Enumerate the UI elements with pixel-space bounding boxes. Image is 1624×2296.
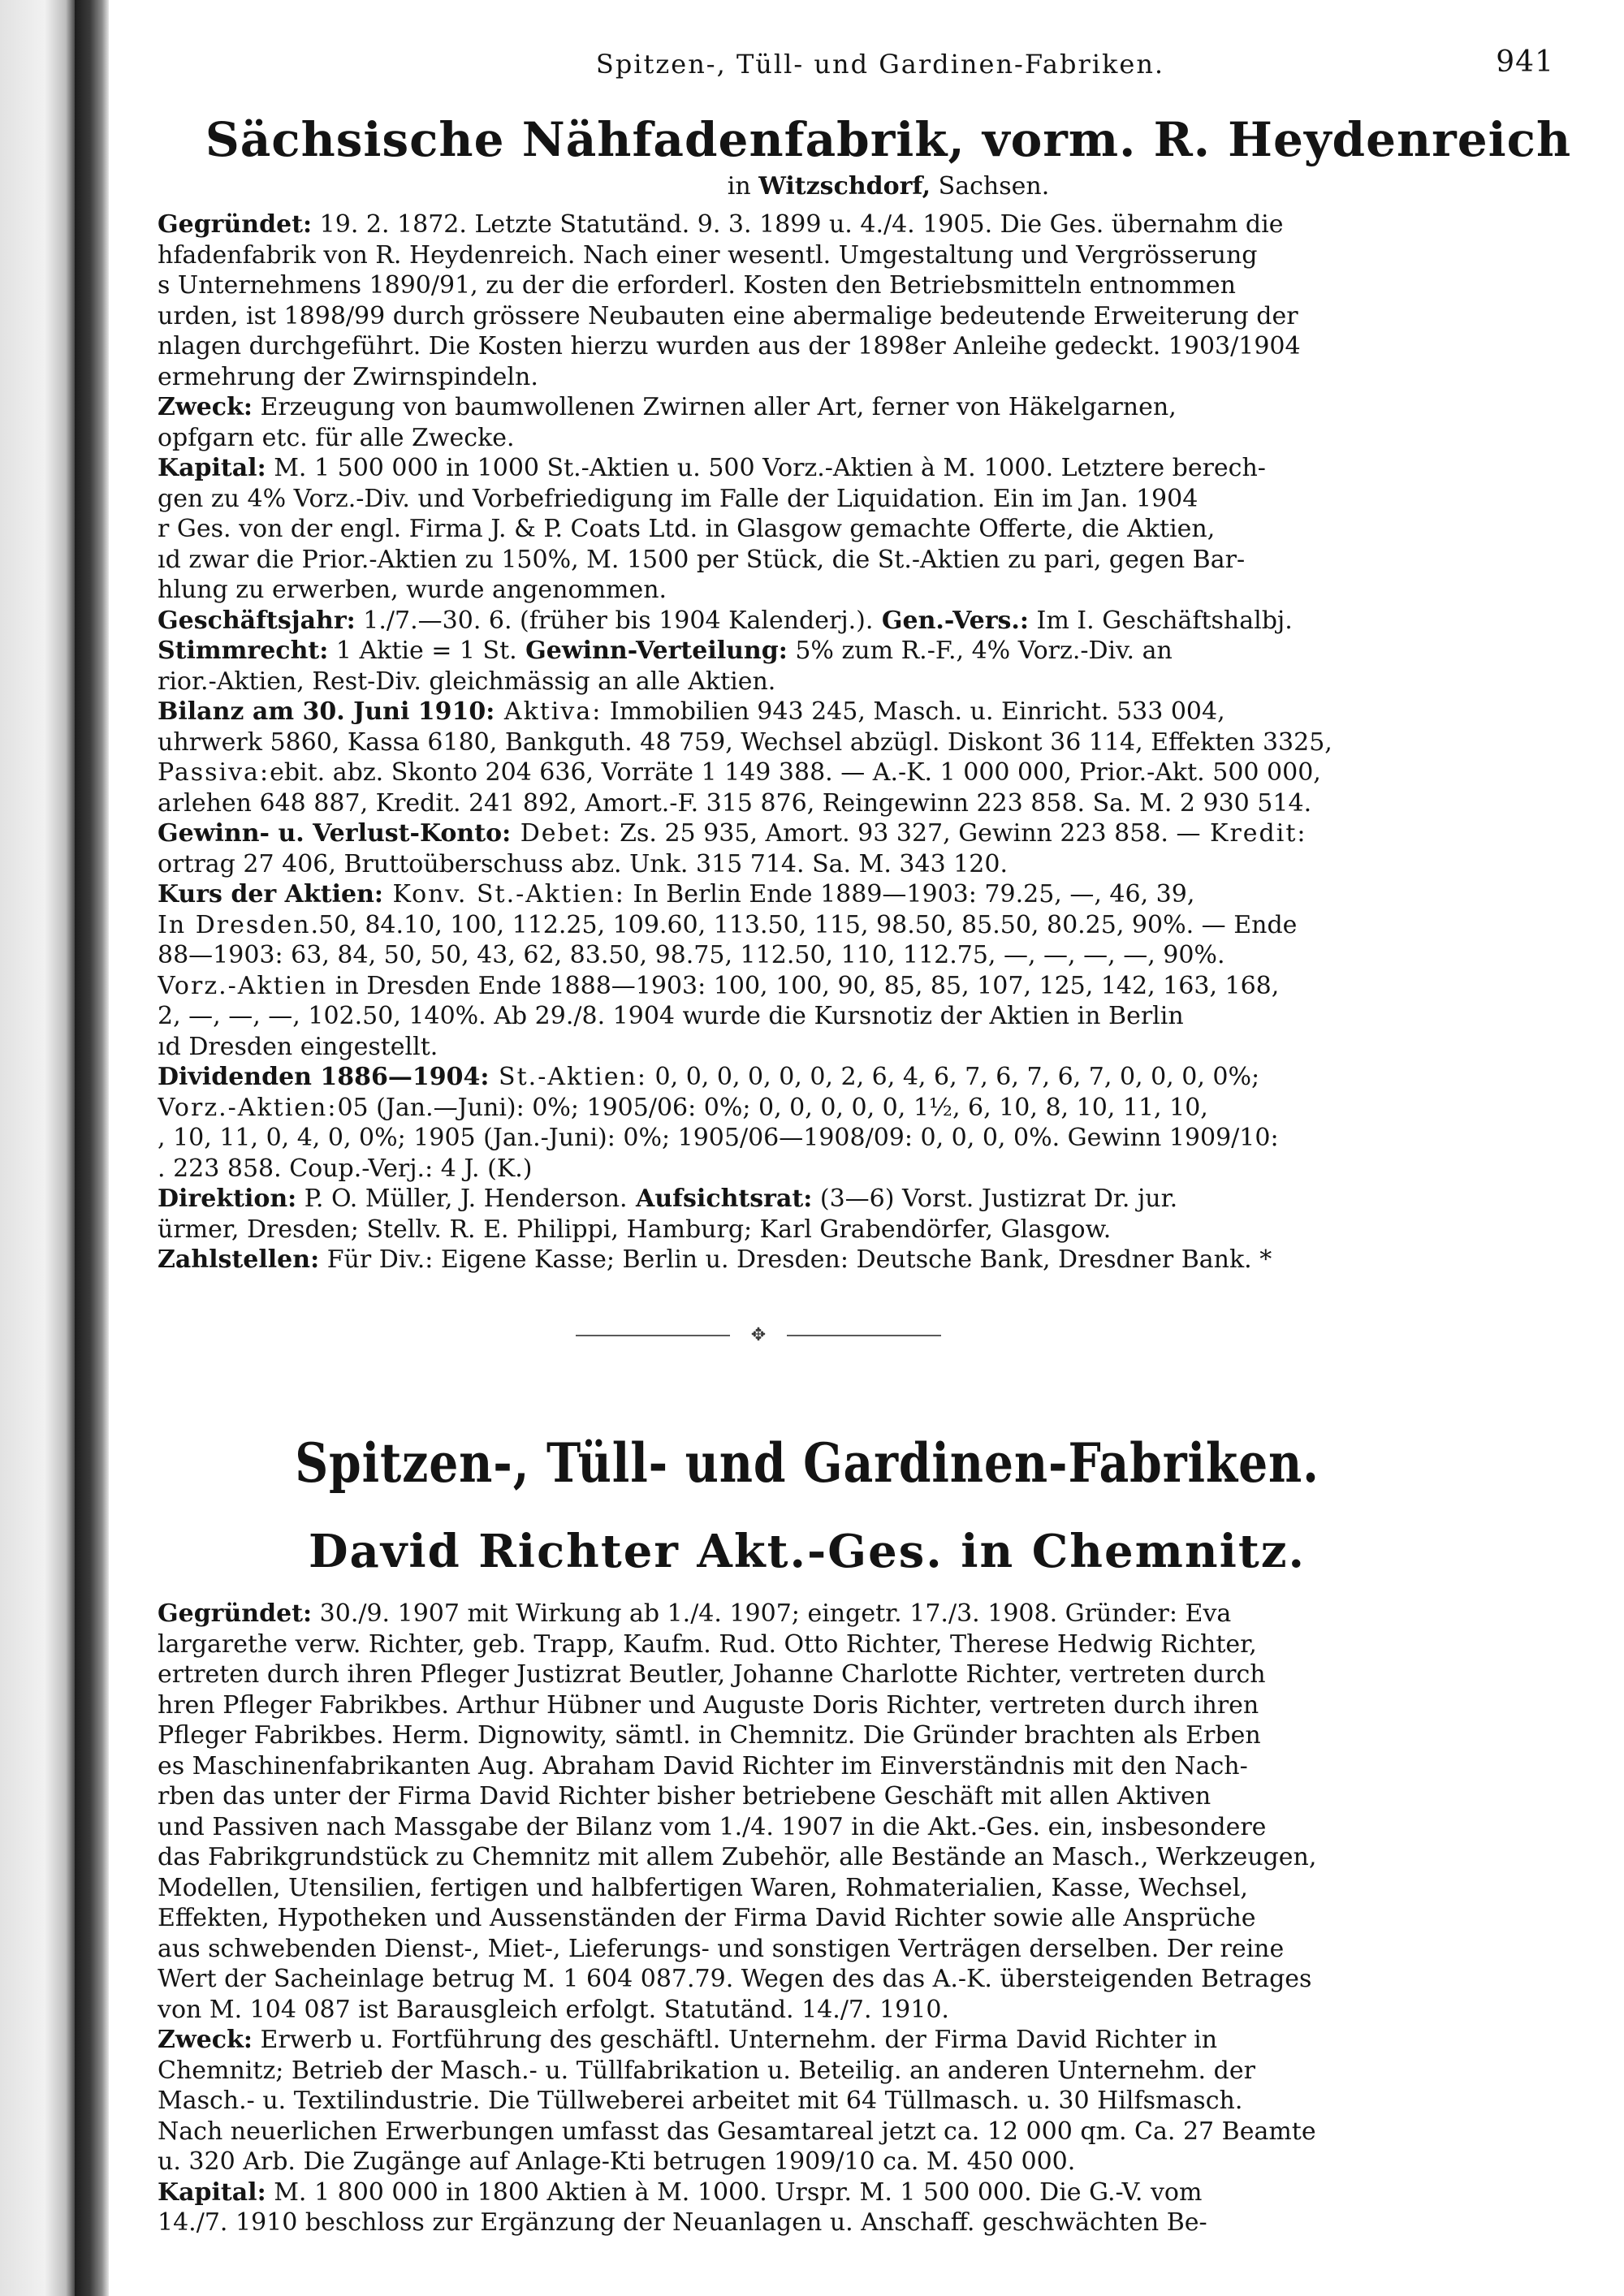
- line-text: P. O. Müller, J. Henderson.: [296, 1185, 628, 1213]
- text-line: [158, 2117, 1570, 2147]
- field-label: Kapital:: [158, 454, 266, 482]
- text-line: [158, 2056, 1570, 2087]
- text-line: [158, 757, 1570, 788]
- line-text: Ende: [1225, 910, 1298, 939]
- line-text: 0, 0, 0, 0, 0, 1½, 6, 10, 8, 10, 11, 10,: [750, 1093, 1208, 1122]
- text-line: [158, 667, 1570, 697]
- line-text: largarethe verw. Richter, geb. Trapp, Kaufm. Rud. Otto Richter, Therese Hedwig Richter,: [158, 1629, 1257, 1659]
- text-line: [158, 1873, 1570, 1904]
- text-line: [158, 1245, 1570, 1275]
- section-heading: Spitzen-, Tüll- und Gardinen-Fabriken.: [295, 1431, 1320, 1495]
- line-text: gen zu 4% Vorz.-Div. und Vorbefriedigung im Falle der Liquidation. Ein im Jan. 1904: [158, 484, 1199, 513]
- text-line: [158, 1751, 1570, 1782]
- field-label: Bilanz am 30. Juni 1910:: [158, 697, 495, 726]
- text-line: [158, 1964, 1570, 1995]
- text-line: [158, 1659, 1570, 1690]
- line-text: ermehrung der Zwirnspindeln.: [158, 362, 538, 391]
- line-text: 5% zum R.-F., 4% Vorz.-Div. an: [787, 637, 1173, 665]
- text-line: [158, 209, 1570, 240]
- text-line: [158, 1934, 1570, 1965]
- line-text: ortrag 27 406, Bruttoüberschuss abz. Unk. 315 714. Sa. M. 343 120.: [158, 849, 1008, 878]
- field-label: Gegründet:: [158, 210, 313, 239]
- line-text: rior.-Aktien, Rest-Div. gleichmässig an alle Aktien.: [158, 667, 776, 696]
- text-line: [158, 1123, 1570, 1154]
- line-text: ebit. abz. Skonto 204 636, Vorräte 1 149 388. —: [270, 758, 866, 787]
- text-line: [158, 1215, 1570, 1245]
- spaced-label: Konv. St.-Aktien:: [382, 880, 625, 908]
- text-line: [158, 697, 1570, 727]
- line-text: u. 320 Arb. Die Zugänge auf Anlage-Kti betrugen 1909/10 ca. M. 450 000.: [158, 2147, 1076, 2176]
- line-text: 88—1903: 63, 84, 50, 50, 43, 62, 83.50, 98.75, 112.50, 110, 112.75, —, —, —, —, 90%.: [158, 941, 1225, 969]
- line-text: es Maschinenfabrikanten Aug. Abraham David Richter im Einverständnis mit den Nach-: [158, 1751, 1248, 1780]
- line-text: ertreten durch ihren Pfleger Justizrat Beutler, Johanne Charlotte Richter, vertreten durch: [158, 1660, 1266, 1689]
- line-text: 1 Aktie = 1 St.: [328, 637, 517, 665]
- line-text: uhrwerk 5860, Kassa 6180, Bankguth. 48 759, Wechsel abzügl. Diskont 36 114, Effekten 3325,: [158, 727, 1332, 757]
- text-line: [158, 2177, 1570, 2208]
- line-text: , 10, 11, 0, 4, 0, 0%; 1905 (Jan.-Juni): 0%; 1905/06—1908/09: 0, 0, 0, 0%. Gewinn 1909/10:: [158, 1124, 1279, 1152]
- text-line: [158, 910, 1570, 941]
- text-line: [158, 1812, 1570, 1843]
- text-line: [158, 453, 1570, 484]
- text-line: [158, 606, 1570, 637]
- text-line: [158, 1599, 1570, 1629]
- text-line: [158, 1842, 1570, 1873]
- text-line: [158, 362, 1570, 393]
- field-label: Gen.-Vers.:: [873, 606, 1029, 635]
- text-line: [158, 1720, 1570, 1751]
- text-line: [158, 1154, 1570, 1185]
- text-line: [158, 1032, 1570, 1063]
- text-line: [158, 240, 1570, 271]
- location-town: Witzschdorf,: [758, 172, 931, 201]
- line-text: Im I. Geschäftshalbj.: [1028, 606, 1293, 635]
- line-text: Erzeugung von baumwollenen Zwirnen aller Art, ferner von Häkelgarnen,: [252, 393, 1177, 421]
- line-text: opfgarn etc. für alle Zwecke.: [158, 423, 515, 452]
- text-line: [158, 575, 1570, 606]
- line-text: 19. 2. 1872. Letzte Statutänd. 9. 3. 1899 u. 4./4. 1905. Die Ges. übernahm die: [312, 210, 1284, 239]
- line-text: .50, 84.10, 100, 112.25, 109.60, 113.50, 115, 98.50, 85.50, 80.25, 90%. —: [310, 910, 1226, 939]
- line-text: M. 1 500 000 in 1000 St.-Aktien u. 500 Vorz.-Aktien à M. 1000. Letztere berech-: [266, 454, 1266, 482]
- line-text: Zs. 25 935, Amort. 93 327, Gewinn 223 858. —: [611, 819, 1201, 848]
- line-text: ıd zwar die Prior.-Aktien zu 150%, M. 1500 per Stück, die St.-Aktien zu pari, gegen Bar-: [158, 545, 1246, 574]
- divider-rule-left: [576, 1335, 730, 1336]
- line-text: urden, ist 1898/99 durch grössere Neubauten eine abermalige bedeutende Erweiterung der: [158, 301, 1298, 330]
- text-line: [158, 2025, 1570, 2056]
- line-text: und Passiven nach Massgabe der Bilanz vom 1./4. 1907 in die Akt.-Ges. ein, insbesondere: [158, 1812, 1267, 1841]
- line-text: Modellen, Utensilien, fertigen und halbfertigen Waren, Rohmaterialien, Kasse, Wechsel,: [158, 1873, 1248, 1902]
- spaced-label: Passiva:: [158, 758, 270, 787]
- field-label: Aufsichtsrat:: [627, 1185, 813, 1213]
- text-line: [158, 423, 1570, 454]
- text-line: [158, 788, 1570, 819]
- location-prefix: in: [727, 172, 751, 201]
- field-label: Dividenden 1886—1904:: [158, 1063, 490, 1091]
- line-text: s Unternehmens 1890/91, zu der die erforderl. Kosten den Betriebsmitteln entnommen: [158, 271, 1236, 300]
- line-text: . 223 858. Coup.-Verj.: 4 J. (K.): [158, 1154, 533, 1183]
- line-text: hfadenfabrik von R. Heydenreich. Nach einer wesentl. Umgestaltung und Vergrösserung: [158, 240, 1258, 270]
- line-text: in Dresden Ende 1888—1903: 100, 100, 90, 85, 85, 107, 125, 142, 163, 168,: [327, 971, 1280, 1000]
- line-text: aus schwebenden Dienst-, Miet-, Lieferungs- und sonstigen Verträgen derselben. Der reine: [158, 1934, 1285, 1963]
- line-text: r Ges. von der engl. Firma J. & P. Coats Ltd. in Glasgow gemachte Offerte, die Aktien,: [158, 515, 1216, 543]
- field-label: Geschäftsjahr:: [158, 606, 356, 635]
- line-text: Chemnitz; Betrieb der Masch.- u. Tüllfabrikation u. Beteilig. an anderen Unternehm. der: [158, 2056, 1255, 2085]
- text-line: [158, 392, 1570, 423]
- line-text: hlung zu erwerben, wurde angenommen.: [158, 576, 667, 604]
- text-line: [158, 1062, 1570, 1093]
- field-label: Zweck:: [158, 393, 253, 421]
- spaced-label: Vorz.-Aktien: [158, 971, 328, 1000]
- line-text: Erwerb u. Fortführung des geschäftl. Unternehm. der Firma David Richter in: [252, 2026, 1218, 2054]
- line-text: Für Div.: Eigene Kasse; Berlin u. Dresden: Deutsche Bank, Dresdner Bank. *: [319, 1245, 1272, 1274]
- field-label: Gegründet:: [158, 1599, 313, 1628]
- location-region: Sachsen.: [938, 172, 1050, 201]
- text-line: [158, 971, 1570, 1002]
- book-page: [109, 0, 1624, 2296]
- text-line: [158, 1781, 1570, 1812]
- spaced-label: Aktiva:: [495, 697, 603, 726]
- text-line: [158, 849, 1570, 880]
- text-line: [158, 2208, 1570, 2238]
- text-line: [158, 1001, 1570, 1032]
- text-line: [158, 484, 1570, 515]
- line-text: Immobilien 943 245, Masch. u. Einricht. 533 004,: [602, 697, 1225, 726]
- line-text: Effekten, Hypotheken und Aussenständen der Firma David Richter sowie alle Ansprüche: [158, 1904, 1256, 1932]
- facing-page-margin: [0, 0, 75, 2296]
- spaced-label: Debet:: [511, 819, 612, 848]
- text-line: [158, 636, 1570, 667]
- field-label: Gewinn-Verteilung:: [516, 637, 788, 665]
- line-text: Wert der Sacheinlage betrug M. 1 604 087.79. Wegen des das A.-K. übersteigenden Betrages: [158, 1965, 1312, 1993]
- line-text: In Berlin Ende 1889—1903: 79.25, —, 46, 39,: [624, 880, 1195, 908]
- page-number: 941: [1496, 45, 1554, 79]
- field-label: Direktion:: [158, 1185, 297, 1213]
- text-line: [158, 1184, 1570, 1215]
- line-text: rben das unter der Firma David Richter bisher betriebene Geschäft mit allen Aktiven: [158, 1782, 1212, 1810]
- company-location-1: [158, 172, 1619, 201]
- field-label: Stimmrecht:: [158, 637, 329, 665]
- company-title-1: Sächsische Nähfadenfabrik, vorm. R. Heydenreich: [205, 112, 1572, 167]
- line-text: arlehen 648 887, Kredit. 241 892, Amort.-F. 315 876, Reingewinn 223 858. Sa. M. 2 930 514.: [158, 788, 1312, 818]
- entry-1-body: [158, 209, 1570, 1275]
- divider-ornament: ✥: [750, 1325, 767, 1345]
- running-head: Spitzen-, Tüll- und Gardinen-Fabriken.: [595, 49, 1165, 80]
- section-divider: [576, 1323, 941, 1348]
- line-text: 30./9. 1907 mit Wirkung ab 1./4. 1907; eingetr. 17./3. 1908. Gründer: Eva: [312, 1599, 1232, 1628]
- text-line: [158, 1629, 1570, 1660]
- line-text: Nach neuerlichen Erwerbungen umfasst das Gesamtareal jetzt ca. 12 000 qm. Ca. 27 Beamte: [158, 2117, 1316, 2146]
- line-text: hren Pfleger Fabrikbes. Arthur Hübner und Auguste Doris Richter, vertreten durch ihren: [158, 1690, 1259, 1720]
- text-line: [158, 879, 1570, 910]
- entry-2-body: [158, 1599, 1570, 2238]
- text-line: [158, 1903, 1570, 1934]
- text-line: [158, 940, 1570, 971]
- line-text: nlagen durchgeführt. Die Kosten hierzu wurden aus der 1898er Anleihe gedeckt. 1903/1904: [158, 332, 1301, 360]
- line-text: Masch.- u. Textilindustrie. Die Tüllweberei arbeitet mit 64 Tüllmasch. u. 30 Hilfsmasch.: [158, 2087, 1243, 2115]
- line-text: das Fabrikgrundstück zu Chemnitz mit allem Zubehör, alle Bestände an Masch., Werkzeugen,: [158, 1843, 1317, 1871]
- spaced-label: St.-Aktien:: [489, 1063, 648, 1091]
- field-label: Kurs der Aktien:: [158, 880, 383, 908]
- line-text: Pfleger Fabrikbes. Herm. Dignowity, sämtl. in Chemnitz. Die Gründer brachten als Erben: [158, 1721, 1261, 1750]
- divider-rule-right: [787, 1335, 941, 1336]
- spaced-label: In Dresden: [158, 910, 311, 939]
- text-line: [158, 514, 1570, 545]
- field-label: Zweck:: [158, 2026, 253, 2054]
- text-line: [158, 301, 1570, 332]
- text-line: [158, 270, 1570, 301]
- text-line: [158, 818, 1570, 849]
- text-line: [158, 2147, 1570, 2177]
- line-text: (3—6) Vorst. Justizrat Dr. jur.: [812, 1185, 1178, 1213]
- text-line: [158, 1093, 1570, 1124]
- text-line: [158, 1995, 1570, 2026]
- line-text: von M. 104 087 ist Barausgleich erfolgt. Statutänd. 14./7. 1910.: [158, 1995, 949, 2024]
- line-text: ıd Dresden eingestellt.: [158, 1032, 438, 1061]
- field-label: Gewinn- u. Verlust-Konto:: [158, 819, 512, 848]
- field-label: Zahlstellen:: [158, 1245, 320, 1274]
- text-line: [158, 545, 1570, 576]
- text-line: [158, 727, 1570, 758]
- book-spine-shadow: [75, 0, 109, 2296]
- spaced-label: Kredit:: [1200, 819, 1307, 848]
- line-text: 0, 0, 0, 0, 0, 0, 2, 6, 4, 6, 7, 6, 7, 6, 7, 0, 0, 0, 0%;: [647, 1063, 1260, 1091]
- line-text: 14./7. 1910 beschloss zur Ergänzung der Neuanlagen u. Anschaff. geschwächten Be-: [158, 2208, 1207, 2237]
- field-label: Kapital:: [158, 2177, 266, 2207]
- line-text: 2, —, —, —, 102.50, 140%. Ab 29./8. 1904 wurde die Kursnotiz der Aktien in Berlin: [158, 1002, 1184, 1030]
- text-line: [158, 331, 1570, 362]
- line-text: M. 1 800 000 in 1800 Aktien à M. 1000. Urspr. M. 1 500 000. Die G.-V. vom: [266, 2177, 1203, 2207]
- line-text: 05 (Jan.—Juni): 0%; 1905/06: 0%;: [337, 1093, 751, 1122]
- line-text: 1./7.—30. 6. (früher bis 1904 Kalenderj.).: [355, 606, 874, 635]
- line-text: A.-K. 1 000 000, Prior.-Akt. 500 000,: [865, 758, 1321, 787]
- text-line: [158, 2086, 1570, 2117]
- spaced-label: Vorz.-Aktien:: [158, 1093, 338, 1122]
- company-title-2: David Richter Akt.-Ges. in Chemnitz.: [308, 1525, 1307, 1578]
- line-text: ürmer, Dresden; Stellv. R. E. Philippi, Hamburg; Karl Grabendörfer, Glasgow.: [158, 1215, 1112, 1244]
- text-line: [158, 1690, 1570, 1721]
